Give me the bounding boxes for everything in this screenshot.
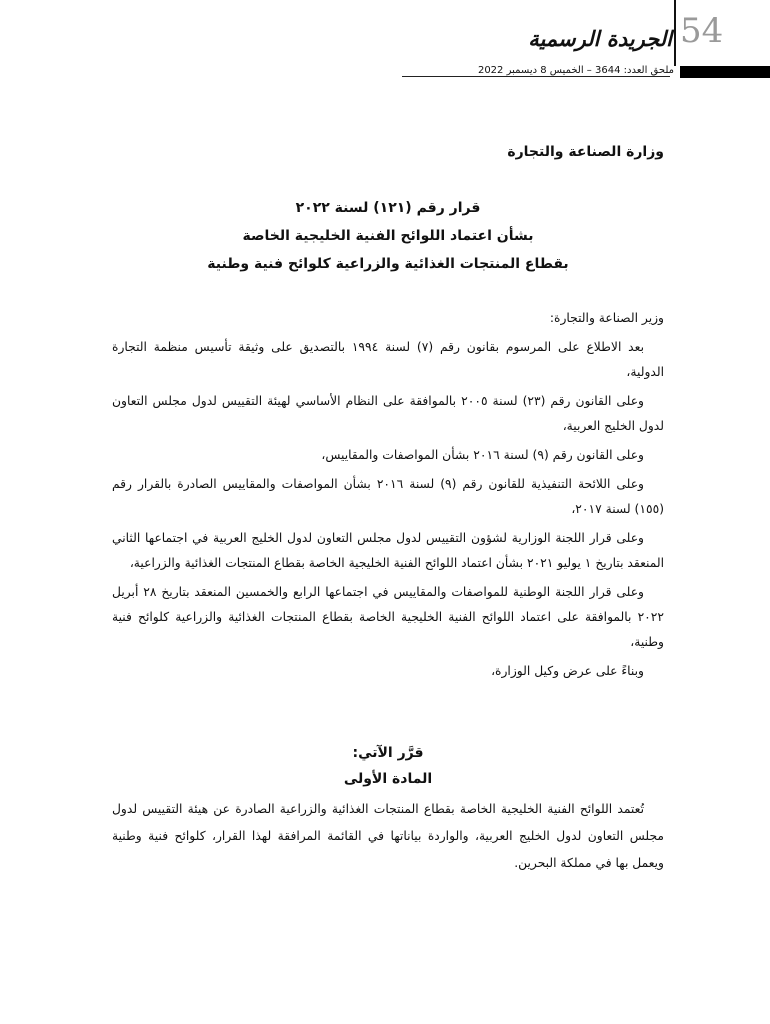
- header-vertical-rule: [674, 0, 676, 66]
- preamble: [112, 306, 664, 688]
- decree-heading-block: [112, 740, 664, 792]
- issue-line: ملحق العدد: 3644 – الخميس 8 ديسمبر 2022: [477, 65, 674, 76]
- issue-bar: [402, 66, 770, 77]
- addressee: وزير الصناعة والتجارة:: [549, 311, 664, 325]
- page-header: [0, 0, 768, 80]
- article-title: المادة الأولى: [343, 771, 433, 787]
- gazette-logo: الجريدة الرسمية: [528, 26, 672, 51]
- page-number: 54: [680, 11, 724, 51]
- preamble-paragraph: وعلى القانون رقم (٢٣) لسنة ٢٠٠٥ بالموافقة على النظام الأساسي لهيئة التقييس لدول مجلس التعاون لدول الخليج العربية،: [112, 394, 664, 433]
- preamble-paragraph: وبناءً على عرض وكيل الوزارة،: [491, 664, 644, 678]
- preamble-paragraph: وعلى اللائحة التنفيذية للقانون رقم (٩) لسنة ٢٠١٦ بشأن المواصفات والمقاييس الصادرة بالقرار رقم (١٥٥) لسنة ٢٠١٧،: [112, 477, 664, 516]
- decree-heading: قرَّر الآتي:: [352, 745, 424, 761]
- preamble-paragraph: وعلى القانون رقم (٩) لسنة ٢٠١٦ بشأن المواصفات والمقاييس،: [321, 448, 644, 462]
- header-black-block: [680, 66, 770, 78]
- title-line-1: قرار رقم (١٢١) لسنة ٢٠٢٢: [295, 200, 481, 216]
- preamble-paragraph: وعلى قرار اللجنة الوطنية للمواصفات والمقاييس في اجتماعها الرابع والخمسين المنعقد بتاريخ ٢٨ أبريل ٢٠٢٢ بالموافقة على اعتماد اللوائح الفنية الخليجية الخاصة بقطاع المنتجات الغذائية والزراعية كلوائح فنية وطنية،: [112, 585, 664, 649]
- decision-title: [112, 194, 664, 278]
- ministry-name: وزارة الصناعة والتجارة: [507, 144, 664, 160]
- title-line-2: بشأن اعتماد اللوائح الفنية الخليجية الخاصة: [242, 228, 534, 244]
- preamble-paragraph: وعلى قرار اللجنة الوزارية لشؤون التقييس لدول مجلس التعاون لدول الخليج العربية في اجتماعها الثاني المنعقد بتاريخ ١ يوليو ٢٠٢١ بشأن اعتماد اللوائح الفنية الخليجية الخاصة بقطاع المنتجات الغذائية والزراعية،: [112, 531, 664, 570]
- article-text: تُعتمد اللوائح الفنية الخليجية الخاصة بقطاع المنتجات الغذائية والزراعية الصادرة عن هيئة التقييس لدول مجلس التعاون لدول الخليج العربية، والواردة بياناتها في القائمة المرافقة لهذا القرار، كلوائح فنية وطنية ويعمل بها في مملكة البحرين.: [112, 802, 664, 870]
- preamble-paragraph: بعد الاطلاع على المرسوم بقانون رقم (٧) لسنة ١٩٩٤ بالتصديق على وثيقة تأسيس منظمة التجارة الدولية،: [112, 340, 664, 379]
- title-line-3: بقطاع المنتجات الغذائية والزراعية كلوائح فنية وطنية: [207, 256, 569, 272]
